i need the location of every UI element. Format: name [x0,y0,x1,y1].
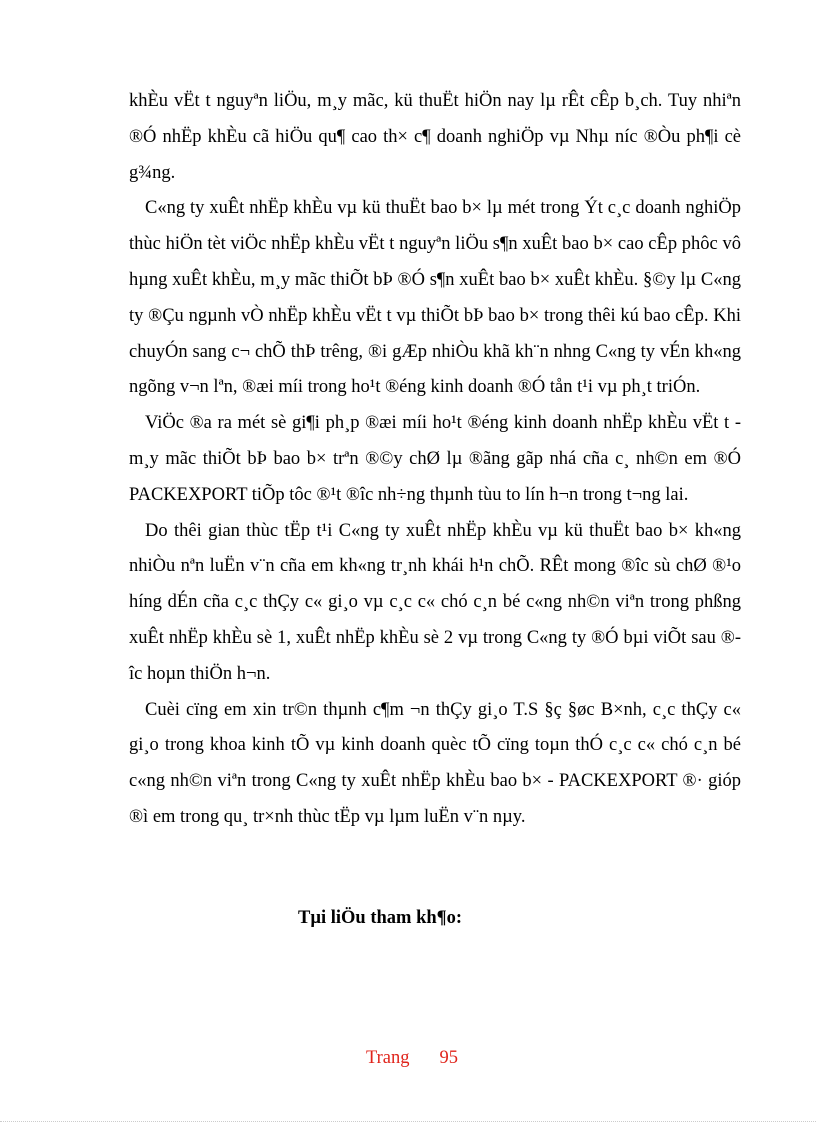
paragraph-limitations: Do thêi gian thùc tËp t¹i C«ng ty xuÊt nhËp khÈu vµ kü thuËt bao b× kh«ng nhiÒu nªn luËn v¨n cña em kh«ng tr¸nh khái h¹n chÕ. RÊt mong ®îc sù chØ ®¹o híng dÉn cña c¸c thÇy c« gi¸o vµ c¸c c« chó c¸n bé c«ng nh©n viªn trong phßng xuÊt nhËp khÈu sè 1, xuÊt nhËp khÈu sè 2 vµ trong C«ng ty ®Ó bµi viÕt sau ®îc hoµn thiÖn h¬n. [129,520,741,684]
page-bottom-divider [0,1121,816,1122]
paragraph-acknowledgements: Cuèi cïng em xin tr©n thµnh c¶m ¬n thÇy gi¸o T.S §ç §øc B×nh, c¸c thÇy c« gi¸o trong khoa kinh tÕ vµ kinh doanh quèc tÕ cïng toµn thÓ c¸c c« chó c¸n bé c«ng nh©n viªn trong C«ng ty xuÊt nhËp khÈu bao b× - PACKEXPORT ®· gióp ®ì em trong qu¸ tr×nh thùc tËp vµ lµm luËn v¨n nµy. [129,699,741,827]
paragraph-solutions: ViÖc ®a ra mét sè gi¶i ph¸p ®æi míi ho¹t ®éng kinh doanh nhËp khÈu vËt t - m¸y mãc thiÕt bÞ bao b× trªn ®©y chØ lµ ®ãng gãp nhá cña c¸ nh©n em ®Ó PACKEXPORT tiÕp tôc ®¹t ®îc nh÷ng thµnh tùu to lín h¬n trong t¬ng lai. [129,413,741,505]
page-label: Trang [366,1048,410,1068]
page-footer [366,1048,458,1069]
body-text [129,84,741,836]
paragraph-continuation: khÈu vËt t nguyªn liÖu, m¸y mãc, kü thuËt hiÖn nay lµ rÊt cÊp b¸ch. Tuy nhiªn ®Ó nhËp khÈu cã hiÖu qu¶ cao th× c¶ doanh nghiÖp vµ Nhµ níc ®Òu ph¶i cè g¾ng. [129,91,741,183]
paragraph-company-intro: C«ng ty xuÊt nhËp khÈu vµ kü thuËt bao b× lµ mét trong Ýt c¸c doanh nghiÖp thùc hiÖn tèt viÖc nhËp khÈu vËt t nguyªn liÖu s¶n xuÊt bao b× cao cÊp phôc vô hµng xuÊt khÈu, m¸y mãc thiÕt bÞ ®Ó s¶n xuÊt bao b× xuÊt khÈu. §©y lµ C«ng ty ®Çu ngµnh vÒ nhËp khÈu vËt t vµ thiÕt bÞ bao b× trong thêi kú bao cÊp. Khi chuyÓn sang c¬ chÕ thÞ trêng, ®i gÆp nhiÒu khã kh¨n nhng C«ng ty vÉn kh«ng ngõng v¬n lªn, ®æi míi trong ho¹t ®éng kinh doanh ®Ó tån t¹i vµ ph¸t triÓn. [129,198,741,398]
page-number: 95 [439,1048,459,1068]
references-heading: Tµi liÖu tham kh¶o: [298,908,463,928]
